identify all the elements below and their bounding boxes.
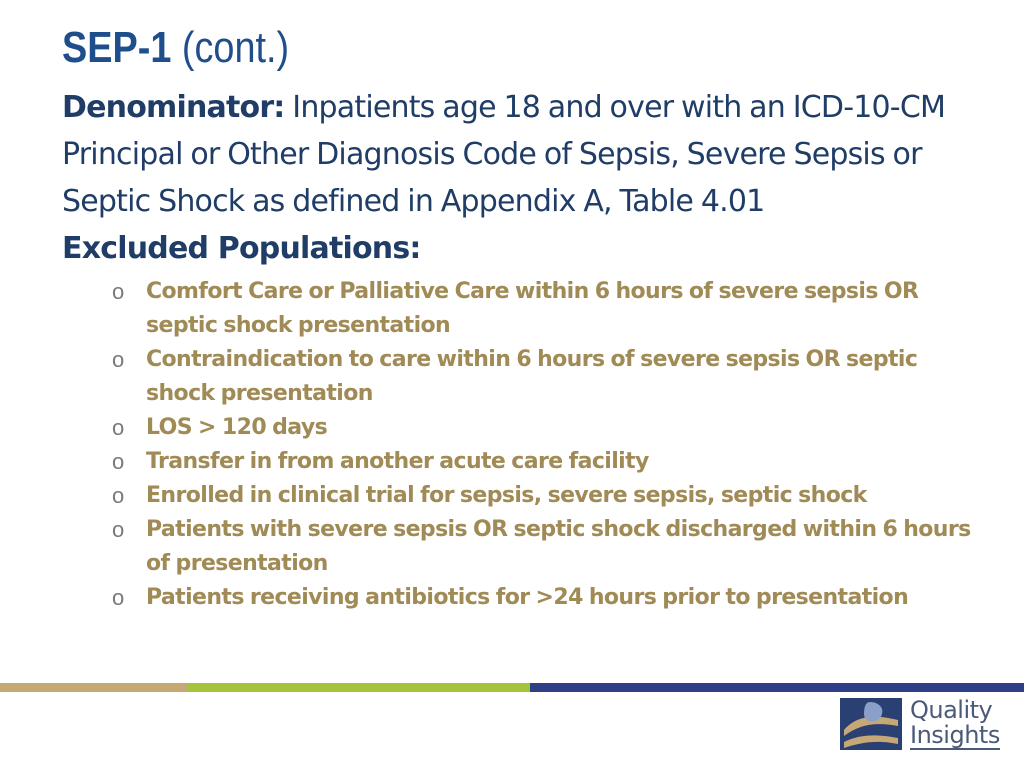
list-item-text: Transfer in from another acute care facility: [146, 449, 649, 474]
bullet-marker: o: [112, 449, 124, 474]
list-item-text: LOS > 120 days: [146, 415, 328, 440]
list-item: [62, 343, 972, 411]
denominator-paragraph: [62, 84, 972, 225]
logo-word-quality: Quality: [910, 696, 993, 724]
list-item-text: Patients with severe sepsis OR septic shock discharged within 6 hours of presentation: [146, 517, 971, 576]
logo-word-insights: Insights: [910, 721, 1000, 749]
list-item: [62, 513, 972, 581]
title-suffix: (cont.): [181, 23, 290, 72]
list-item: [62, 445, 972, 479]
list-item: [62, 479, 972, 513]
slide-body: [62, 84, 972, 615]
excluded-populations-heading: Excluded Populations:: [62, 231, 421, 266]
list-item-text: Enrolled in clinical trial for sepsis, severe sepsis, septic shock: [146, 483, 867, 508]
list-item: [62, 411, 972, 445]
denominator-text: Inpatients age 18 and over with an ICD-10-CM Principal or Other Diagnosis Code of Sepsis, Severe Sepsis or Septic Shock as defined in Appendix A, Table 4.01: [62, 90, 946, 219]
excluded-populations-list: [62, 275, 972, 615]
logo-wordmark: [910, 698, 1000, 750]
denominator-label: Denominator:: [62, 90, 285, 125]
title-main: SEP-1: [62, 23, 172, 72]
footer-bar-blue-segment: [530, 683, 1024, 692]
bullet-marker: o: [112, 517, 124, 542]
list-item: [62, 581, 972, 615]
bullet-marker: o: [112, 347, 124, 372]
list-item: [62, 275, 972, 343]
bullet-marker: o: [112, 415, 124, 440]
bullet-marker: o: [112, 279, 124, 304]
quality-insights-logo: [840, 697, 1000, 751]
footer-bar-green-segment: [188, 683, 530, 692]
logo-mark-icon: [840, 698, 902, 750]
footer-color-bar: [0, 683, 1024, 692]
footer-bar-tan-segment: [0, 683, 188, 692]
bullet-marker: o: [112, 483, 124, 508]
slide-title: [62, 22, 289, 74]
list-item-text: Patients receiving antibiotics for >24 hours prior to presentation: [146, 585, 909, 610]
list-item-text: Comfort Care or Palliative Care within 6 hours of severe sepsis OR septic shock presentation: [146, 279, 919, 338]
bullet-marker: o: [112, 585, 124, 610]
list-item-text: Contraindication to care within 6 hours of severe sepsis OR septic shock presentation: [146, 347, 918, 406]
